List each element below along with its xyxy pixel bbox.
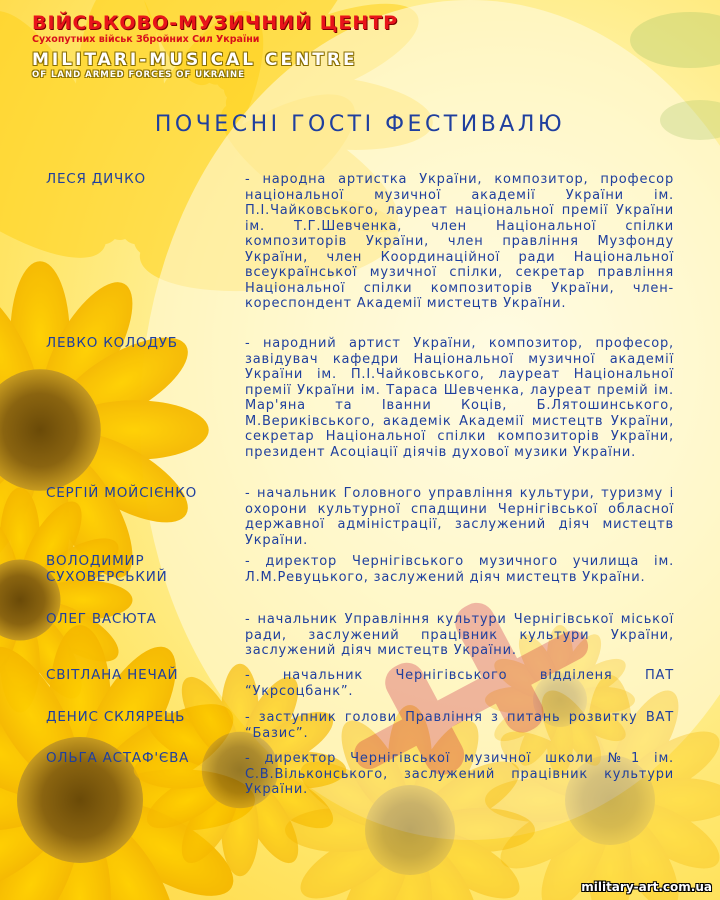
org-name-english: MILITARI-MUSICAL CENTRE — [32, 50, 358, 70]
guest-description: - начальник Головного управління культури, туризму і охорони культурної спадщини Чернігівської обласної державної адміністрації, заслужений діяч мистецтв України. — [245, 486, 674, 548]
page-title: ПОЧЕСНІ ГОСТІ ФЕСТИВАЛЮ — [154, 112, 566, 137]
guest-name: ДЕНИС СКЛЯРЕЦЬ — [46, 709, 186, 725]
guest-description: - начальник Управління культури Чернігівської міської ради, заслужений працівник культури України, заслужений діяч мистецтв України. — [245, 612, 674, 658]
guest-name: ОЛЕГ ВАСЮТА — [46, 611, 157, 627]
organization-header — [32, 12, 398, 81]
guest-name: ВОЛОДИМИР СУХОВЕРСЬКИЙ — [46, 553, 168, 585]
guest-description: - директор Чернігівської музичної школи №1 ім. С.В.Вільконського, заслужений працівник культури України. — [245, 751, 674, 797]
guest-description: - заступник голови Правління з питань розвитку ВАТ “Базис”. — [245, 710, 674, 741]
guest-description: - народний артист України, композитор, професор, завідувач кафедри Національної музичної академії України ім. П.І.Чайковського, лауреат Національної премії України ім. Тараса Шевченка, лауреат премій ім. Мар'яна та Іванни Коців, Б.Лятошинського, М.Вериківського, академік Академії мистецтв України, секретар Національної спілки композиторів України, президент Асоціації діячів духової музики України. — [245, 336, 674, 460]
guest-name: ЛЕВКО КОЛОДУБ — [46, 335, 178, 351]
website-footer-link[interactable]: military-art.com.ua — [581, 880, 712, 894]
guest-name: ОЛЬГА АСТАФ'ЄВА — [46, 750, 190, 766]
guest-description: - народна артистка України, композитор, професор національної музичної академії України ім. П.І.Чайковського, лауреат національної премії України ім. Т.Г.Шевченка, член Національної спілки композиторів України, член правління Музфонду України, член Координаційної ради Національної всеукраїнської музичної спілки, секретар правління Національної спілки композиторів України, член-кореспондент Академії мистецтв України. — [245, 172, 674, 311]
guest-name: СЕРГІЙ МОЙСІЄНКО — [46, 485, 198, 501]
guest-name: СВІТЛАНА НЕЧАЙ — [46, 667, 179, 683]
org-name-ukrainian: ВІЙСЬКОВО-МУЗИЧНИЙ ЦЕНТР — [32, 12, 399, 34]
guest-description: - директор Чернігівського музичного училища ім. Л.М.Ревуцького, заслужений діяч мистецтв України. — [245, 554, 674, 585]
org-subtitle-english: OF LAND ARMED FORCES OF UKRAINE — [32, 70, 245, 80]
guest-description: - начальник Чернігівського відділеня ПАТ “Укрсоцбанк”. — [245, 668, 674, 699]
org-subtitle-ukrainian: Сухопутних військ Збройних Сил України — [32, 34, 260, 45]
guest-name: ЛЕСЯ ДИЧКО — [46, 171, 146, 187]
